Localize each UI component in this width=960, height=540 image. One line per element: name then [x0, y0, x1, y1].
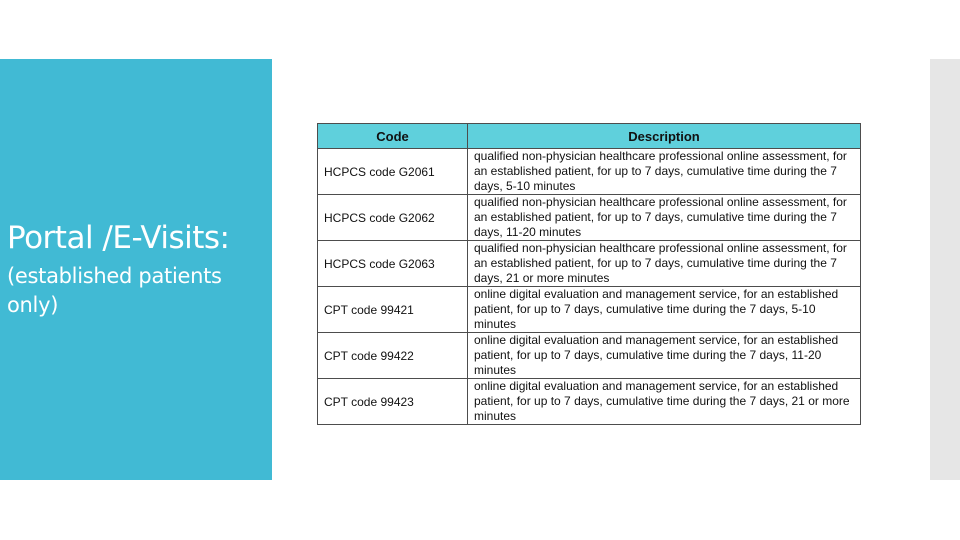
table-header-row — [318, 124, 861, 149]
slide-title: Portal /E-Visits: — [7, 220, 230, 256]
table-row — [318, 287, 861, 333]
side-strip — [930, 59, 960, 480]
description-cell: online digital evaluation and management service, for an established patient, for up to 7 days, cumulative time during the 7 days, 5-10 minutes — [468, 287, 861, 333]
table-row — [318, 241, 861, 287]
table-row — [318, 149, 861, 195]
description-cell: online digital evaluation and management service, for an established patient, for up to 7 days, cumulative time during the 7 days, 11-20 minutes — [468, 333, 861, 379]
table-row — [318, 195, 861, 241]
code-cell: HCPCS code G2063 — [318, 241, 468, 287]
description-cell: online digital evaluation and management service, for an established patient, for up to 7 days, cumulative time during the 7 days, 21 or more minutes — [468, 379, 861, 425]
code-cell: CPT code 99422 — [318, 333, 468, 379]
code-cell: CPT code 99423 — [318, 379, 468, 425]
description-cell: qualified non-physician healthcare professional online assessment, for an established patient, for up to 7 days, cumulative time during the 7 days, 11-20 minutes — [468, 195, 861, 241]
table-row — [318, 379, 861, 425]
column-header-description: Description — [468, 124, 861, 149]
code-cell: HCPCS code G2061 — [318, 149, 468, 195]
table-row — [318, 333, 861, 379]
description-cell: qualified non-physician healthcare professional online assessment, for an established patient, for up to 7 days, cumulative time during the 7 days, 5-10 minutes — [468, 149, 861, 195]
column-header-code: Code — [318, 124, 468, 149]
billing-code-table — [317, 123, 861, 425]
description-cell: qualified non-physician healthcare professional online assessment, for an established patient, for up to 7 days, cumulative time during the 7 days, 21 or more minutes — [468, 241, 861, 287]
slide-subtitle: (established patients only) — [7, 264, 222, 317]
code-cell: CPT code 99421 — [318, 287, 468, 333]
code-cell: HCPCS code G2062 — [318, 195, 468, 241]
